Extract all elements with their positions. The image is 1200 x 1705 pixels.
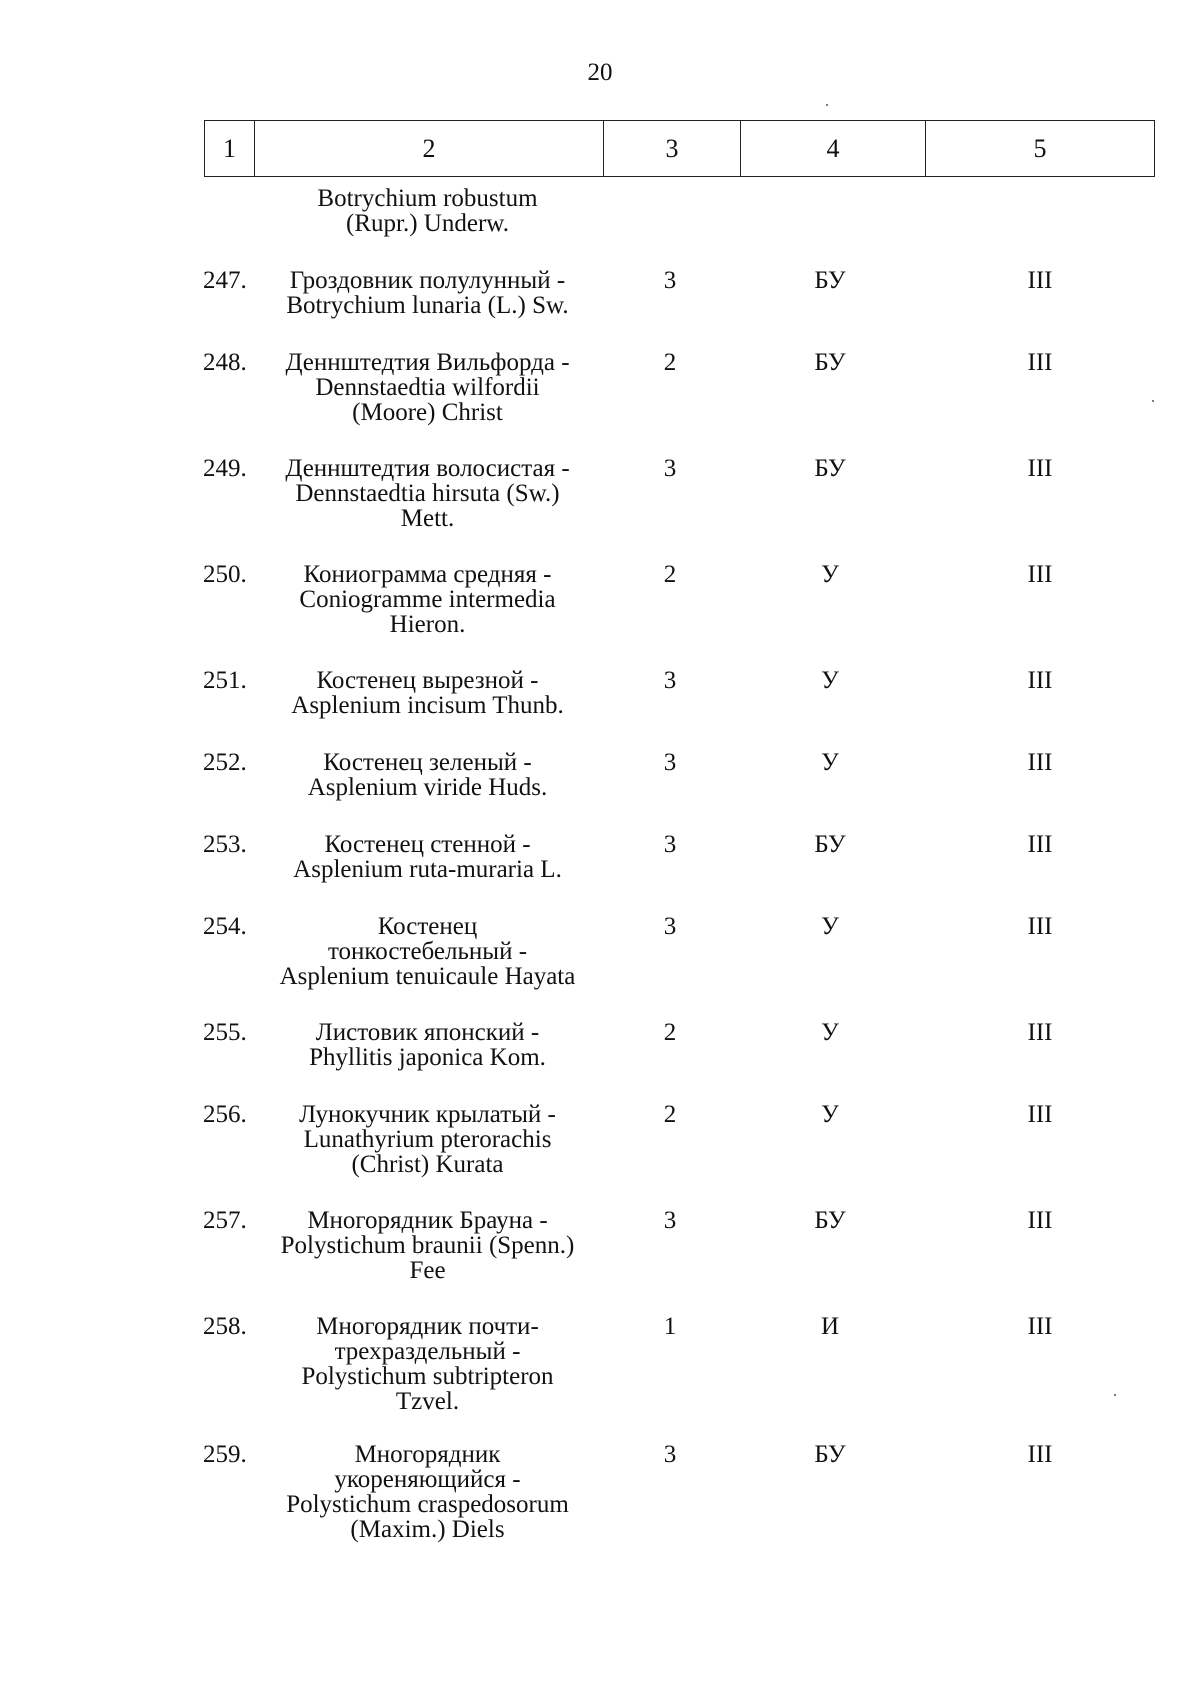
category-value: 1 [663, 1313, 677, 1340]
name-line: Polystichum craspedosorum [286, 1491, 569, 1518]
status-value: БУ [814, 267, 846, 294]
name-line: Костенец зеленый - [323, 749, 532, 776]
status-value: И [820, 1313, 840, 1340]
name-line: Mett. [400, 505, 455, 532]
name-line: (Maxim.) Diels [350, 1516, 505, 1543]
name-line: (Moore) Christ [352, 399, 503, 426]
name-line: укореняющийся - [334, 1466, 521, 1493]
priority-value: III [1027, 561, 1053, 588]
category-value: 3 [663, 749, 677, 776]
status-value: У [821, 667, 839, 694]
header-cell-2: 2 [255, 121, 604, 176]
name-line: Fee [409, 1257, 446, 1284]
priority-value: III [1027, 1019, 1053, 1046]
category-value: 2 [663, 1101, 677, 1128]
row-number: 250. [203, 561, 247, 588]
priority-value: III [1027, 1101, 1053, 1128]
name-line: Кониограмма средняя - [303, 561, 552, 588]
name-line: Костенец вырезной - [316, 667, 539, 694]
name-line: Phyllitis japonica Kom. [309, 1044, 546, 1071]
species-name [255, 1314, 600, 1414]
category-value: 3 [663, 1207, 677, 1234]
priority-value: III [1027, 349, 1053, 376]
name-line: Костенец [377, 913, 478, 940]
name-line: Dennstaedtia wilfordii [315, 374, 540, 401]
header-cell-4: 4 [741, 121, 926, 176]
name-line: Tzvel. [395, 1388, 460, 1415]
row-number: 251. [203, 667, 247, 694]
species-name [255, 186, 600, 236]
status-value: У [821, 561, 839, 588]
name-line: (Christ) Kurata [351, 1151, 504, 1178]
status-value: БУ [814, 1441, 846, 1468]
row-number: 255. [203, 1019, 247, 1046]
row-number: 249. [203, 455, 247, 482]
row-number: 259. [203, 1441, 247, 1468]
status-value: БУ [814, 455, 846, 482]
name-line: Гроздовник полулунный - [289, 267, 566, 294]
category-value: 2 [663, 349, 677, 376]
name-line: Многорядник почти- [316, 1313, 539, 1340]
header-cell-5: 5 [1033, 133, 1047, 163]
species-name [255, 914, 600, 989]
name-line: Asplenium tenuicaule Hayata [279, 963, 576, 990]
scan-speck [1114, 1394, 1116, 1396]
row-number: 258. [203, 1313, 247, 1340]
status-value: У [821, 749, 839, 776]
header-cell-1: 1 [205, 121, 255, 176]
row-number: 257. [203, 1207, 247, 1234]
name-line: тонкостебельный - [327, 938, 528, 965]
name-line: Asplenium viride Huds. [307, 774, 548, 801]
category-value: 3 [663, 831, 677, 858]
species-name [255, 1208, 600, 1283]
name-line: Лунокучник крылатый - [299, 1101, 556, 1128]
status-value: У [821, 1101, 839, 1128]
status-value: У [821, 913, 839, 940]
name-line: Hieron. [389, 611, 466, 638]
priority-value: III [1027, 749, 1053, 776]
name-line: Костенец стенной - [324, 831, 531, 858]
species-name [255, 1442, 600, 1542]
name-line: Деннштедтия Вильфорда - [285, 349, 570, 376]
row-number: 256. [203, 1101, 247, 1128]
status-value: БУ [814, 1207, 846, 1234]
category-value: 3 [663, 267, 677, 294]
category-value: 2 [663, 1019, 677, 1046]
name-line: Botrychium lunaria (L.) Sw. [286, 292, 569, 319]
header-cell-3: 3 [604, 121, 741, 176]
priority-value: III [1027, 913, 1053, 940]
priority-value: III [1027, 1441, 1053, 1468]
name-line: (Rupr.) Underw. [346, 210, 509, 237]
category-value: 3 [663, 455, 677, 482]
priority-value: III [1027, 1207, 1053, 1234]
name-line: Polystichum subtripteron [301, 1363, 554, 1390]
row-number: 254. [203, 913, 247, 940]
status-value: У [821, 1019, 839, 1046]
name-line: Botrychium robustum [317, 185, 538, 212]
species-name [255, 668, 600, 718]
scan-speck [1152, 400, 1154, 402]
priority-value: III [1027, 267, 1053, 294]
name-line: Деннштедтия волосистая - [285, 455, 570, 482]
category-value: 2 [663, 561, 677, 588]
name-line: трехраздельный - [334, 1338, 521, 1365]
priority-value: III [1027, 455, 1053, 482]
category-value: 3 [663, 667, 677, 694]
priority-value: III [1027, 831, 1053, 858]
row-number: 253. [203, 831, 247, 858]
name-line: Lunathyrium pterorachis [303, 1126, 552, 1153]
name-line: Многорядник Брауна - [307, 1207, 548, 1234]
species-name [255, 456, 600, 531]
name-line: Многорядник [354, 1441, 501, 1468]
species-name [255, 268, 600, 318]
name-line: Polystichum braunii (Spenn.) [280, 1232, 575, 1259]
species-name [255, 350, 600, 425]
name-line: Coniogramme intermedia [299, 586, 556, 613]
category-value: 3 [663, 1441, 677, 1468]
species-name [255, 832, 600, 882]
name-line: Asplenium ruta-muraria L. [293, 856, 562, 883]
row-number: 247. [203, 267, 247, 294]
name-line: Asplenium incisum Thunb. [291, 692, 564, 719]
page-number: 20 [587, 59, 613, 86]
row-number: 248. [203, 349, 247, 376]
priority-value: III [1027, 667, 1053, 694]
species-name [255, 1102, 600, 1177]
scan-speck [826, 104, 828, 106]
name-line: Dennstaedtia hirsuta (Sw.) [295, 480, 560, 507]
name-line: Листовик японский - [315, 1019, 540, 1046]
status-value: БУ [814, 831, 846, 858]
species-name [255, 750, 600, 800]
status-value: БУ [814, 349, 846, 376]
category-value: 3 [663, 913, 677, 940]
row-number: 252. [203, 749, 247, 776]
priority-value: III [1027, 1313, 1053, 1340]
species-name [255, 1020, 600, 1070]
species-name [255, 562, 600, 637]
